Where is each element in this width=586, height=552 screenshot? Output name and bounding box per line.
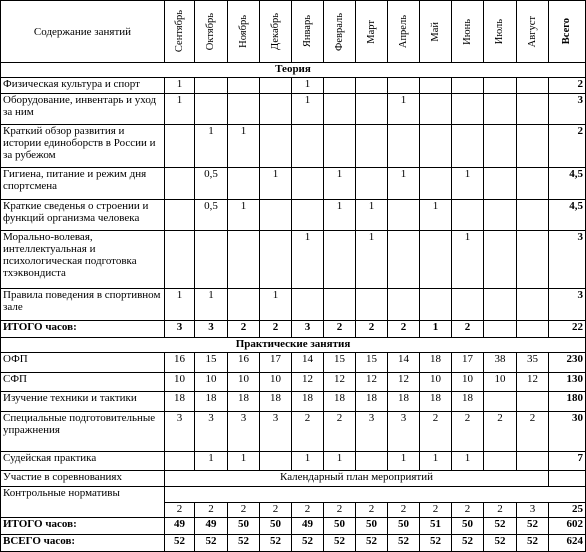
month-header: Ноябрь [228,1,260,63]
month-cell: 1 [420,200,452,231]
month-cell [228,168,260,200]
month-cell: 10 [420,373,452,392]
month-cell [484,289,517,321]
month-cell: 52 [517,518,549,535]
month-cell: 10 [260,373,292,392]
month-cell: 16 [165,353,195,373]
month-cell: 2 [228,503,260,518]
month-cell: 1 [228,125,260,168]
month-header: Октябрь [195,1,228,63]
row-total: 2 [549,78,586,94]
row-label: Гигиена, питание и режим дня спортсмена [1,168,165,200]
row-label: Специальные подготовительные упражнения [1,412,165,452]
month-cell: 17 [452,353,484,373]
month-cell: 38 [484,353,517,373]
month-cell [517,94,549,125]
month-cell [356,452,388,471]
row-total: 3 [549,94,586,125]
table-row [1,392,586,412]
month-header: Январь [292,1,324,63]
month-cell [484,231,517,289]
month-cell [484,200,517,231]
month-cell: 35 [517,353,549,373]
month-cell [195,231,228,289]
table-row [1,125,586,168]
month-cell: 2 [484,412,517,452]
month-cell [452,125,484,168]
month-cell [324,78,356,94]
month-cell [292,289,324,321]
month-cell [228,231,260,289]
month-cell [484,125,517,168]
row-label: ВСЕГО часов: [1,535,165,552]
row-total: 624 [549,535,586,552]
month-cell: 1 [260,168,292,200]
month-cell: 2 [420,503,452,518]
month-cell: 18 [356,392,388,412]
month-cell: 3 [388,412,420,452]
practice-section-row [1,338,586,353]
month-cell: 49 [195,518,228,535]
month-header: Февраль [324,1,356,63]
month-cell: 10 [165,373,195,392]
month-cell: 1 [195,125,228,168]
month-cell [324,231,356,289]
month-cell [517,452,549,471]
month-cell: 3 [292,321,324,338]
month-cell [420,289,452,321]
month-cell [165,125,195,168]
row-label: Оборудование, инвентарь и уход за ним [1,94,165,125]
table-row [1,289,586,321]
month-cell: 3 [517,503,549,518]
month-cell: 12 [356,373,388,392]
month-cell [452,78,484,94]
month-cell: 50 [228,518,260,535]
month-cell: 1 [356,200,388,231]
month-cell: 52 [517,535,549,552]
month-cell [356,94,388,125]
month-cell: 0,5 [195,200,228,231]
table-body [1,1,586,552]
month-cell: 2 [484,503,517,518]
row-label: Краткие сведенья о строении и функций организма человека [1,200,165,231]
month-cell [356,289,388,321]
month-cell: 1 [195,289,228,321]
month-cell [517,200,549,231]
month-cell [260,78,292,94]
month-cell: 3 [165,412,195,452]
month-cell: 2 [228,321,260,338]
table-row [1,94,586,125]
month-cell [452,289,484,321]
month-cell: 18 [228,392,260,412]
month-cell: 52 [484,518,517,535]
month-cell: 50 [388,518,420,535]
month-cell: 2 [388,321,420,338]
month-cell: 17 [260,353,292,373]
month-cell: 10 [228,373,260,392]
row-label: ИТОГО часов: [1,321,165,338]
month-cell [420,231,452,289]
control-label-row [1,487,586,503]
month-cell: 2 [292,412,324,452]
section-title: Практические занятия [1,338,586,353]
month-cell: 2 [452,412,484,452]
month-cell [484,78,517,94]
month-cell: 1 [388,452,420,471]
month-cell: 1 [324,452,356,471]
blank-span [165,487,586,503]
month-header: Сентябрь [165,1,195,63]
month-cell [517,125,549,168]
month-cell [517,289,549,321]
table-row [1,353,586,373]
month-cell [388,289,420,321]
month-cell: 3 [260,412,292,452]
month-cell: 2 [324,321,356,338]
month-cell: 0,5 [195,168,228,200]
month-cell: 1 [452,168,484,200]
month-cell: 3 [195,412,228,452]
month-cell [165,231,195,289]
row-label: Правила поведения в спортивном зале [1,289,165,321]
month-cell: 1 [165,94,195,125]
month-cell [228,289,260,321]
month-cell: 12 [388,373,420,392]
month-cell: 12 [324,373,356,392]
month-cell: 15 [324,353,356,373]
month-cell [195,78,228,94]
month-cell: 2 [420,412,452,452]
month-cell: 2 [452,503,484,518]
table-row [1,78,586,94]
month-cell [484,168,517,200]
row-total: 30 [549,412,586,452]
month-cell: 2 [517,412,549,452]
month-cell: 12 [517,373,549,392]
month-header: Май [420,1,452,63]
table-row [1,231,586,289]
month-cell [165,168,195,200]
month-header: Март [356,1,388,63]
month-cell [388,78,420,94]
month-cell [388,231,420,289]
month-cell [420,78,452,94]
month-cell: 1 [228,452,260,471]
month-header: Апрель [388,1,420,63]
row-label: Краткий обзор развития и истории единоборств в России и за рубежом [1,125,165,168]
month-cell [165,200,195,231]
row-label: Морально-волевая, интеллектуальная и психологическая подготовка тхэквондиста [1,231,165,289]
month-cell: 49 [292,518,324,535]
month-cell [292,125,324,168]
month-cell: 18 [420,392,452,412]
month-cell [324,94,356,125]
month-cell: 2 [195,503,228,518]
month-cell: 1 [292,94,324,125]
month-cell: 52 [228,535,260,552]
month-cell: 52 [356,535,388,552]
row-label: Изучение техники и тактики [1,392,165,412]
month-cell: 15 [195,353,228,373]
month-cell: 18 [165,392,195,412]
control-label: Контрольные нормативы [1,487,165,518]
column-header-content: Содержание занятий [1,1,165,63]
month-cell: 2 [292,503,324,518]
row-total: 130 [549,373,586,392]
month-cell: 10 [452,373,484,392]
month-cell: 2 [260,503,292,518]
month-cell: 14 [388,353,420,373]
month-cell: 1 [292,452,324,471]
month-cell: 1 [165,289,195,321]
table-row [1,200,586,231]
row-total: 4,5 [549,200,586,231]
month-cell [292,168,324,200]
month-cell: 1 [388,94,420,125]
month-cell: 18 [420,353,452,373]
row-total: 3 [549,289,586,321]
month-cell [292,200,324,231]
row-label: ОФП [1,353,165,373]
row-total: 180 [549,392,586,412]
month-cell [324,125,356,168]
month-cell [420,94,452,125]
month-cell: 52 [260,535,292,552]
month-cell: 18 [324,392,356,412]
row-total: 2 [549,125,586,168]
month-cell [517,321,549,338]
month-cell: 51 [420,518,452,535]
month-cell [356,78,388,94]
month-cell: 3 [165,321,195,338]
table-row [1,412,586,452]
month-cell: 18 [292,392,324,412]
row-total: 25 [549,503,586,518]
month-cell [260,452,292,471]
month-cell [388,200,420,231]
month-cell: 10 [195,373,228,392]
month-cell [517,392,549,412]
month-cell: 3 [195,321,228,338]
theory-section-row [1,63,586,78]
row-label: СФП [1,373,165,392]
month-cell: 1 [452,231,484,289]
month-cell [517,78,549,94]
theory-total-row [1,321,586,338]
row-label: Судейская практика [1,452,165,471]
practice-total-row [1,518,586,535]
month-cell: 18 [388,392,420,412]
month-cell [228,78,260,94]
row-total: 602 [549,518,586,535]
month-cell: 1 [356,231,388,289]
month-cell: 15 [356,353,388,373]
month-cell: 52 [324,535,356,552]
month-cell: 1 [292,231,324,289]
month-cell [195,94,228,125]
month-cell: 18 [452,392,484,412]
month-cell: 1 [420,452,452,471]
row-label: Физическая культура и спорт [1,78,165,94]
month-cell: 2 [452,321,484,338]
total-header: Всего [549,1,586,63]
competitions-row [1,471,586,487]
month-header: Август [517,1,549,63]
month-cell: 52 [195,535,228,552]
month-cell: 52 [388,535,420,552]
row-label: ИТОГО часов: [1,518,165,535]
month-cell: 1 [324,168,356,200]
month-header: Июнь [452,1,484,63]
month-cell: 1 [228,200,260,231]
month-cell [260,200,292,231]
month-cell: 12 [292,373,324,392]
month-cell [260,125,292,168]
section-title: Теория [1,63,586,78]
row-total: 3 [549,231,586,289]
month-cell [452,200,484,231]
month-cell: 2 [324,503,356,518]
month-cell: 1 [452,452,484,471]
month-cell: 49 [165,518,195,535]
month-cell [165,452,195,471]
month-cell [228,94,260,125]
month-cell: 1 [420,321,452,338]
month-cell: 50 [452,518,484,535]
month-cell: 2 [165,503,195,518]
month-cell: 2 [260,321,292,338]
month-cell [260,94,292,125]
month-cell: 10 [484,373,517,392]
month-cell: 2 [356,503,388,518]
month-header: Декабрь [260,1,292,63]
month-cell: 1 [292,78,324,94]
calendar-plan-text: Календарный план мероприятий [165,471,549,487]
month-cell [452,94,484,125]
month-cell: 50 [356,518,388,535]
header-row [1,1,586,63]
month-cell [324,289,356,321]
row-total: 22 [549,321,586,338]
month-cell: 3 [356,412,388,452]
month-cell: 16 [228,353,260,373]
month-cell [356,168,388,200]
month-cell: 52 [165,535,195,552]
month-cell [484,94,517,125]
month-cell: 18 [195,392,228,412]
month-cell: 1 [324,200,356,231]
month-cell: 2 [324,412,356,452]
row-total [549,471,586,487]
month-cell: 50 [324,518,356,535]
month-cell: 2 [356,321,388,338]
competitions-label: Участие в соревнованиях [1,471,165,487]
month-cell [484,392,517,412]
month-cell: 1 [388,168,420,200]
month-cell [260,231,292,289]
month-cell [517,231,549,289]
grand-total-row [1,535,586,552]
month-header: Июль [484,1,517,63]
row-total: 4,5 [549,168,586,200]
month-cell [517,168,549,200]
month-cell: 18 [260,392,292,412]
month-cell: 52 [420,535,452,552]
table-row [1,452,586,471]
month-cell: 3 [228,412,260,452]
month-cell [484,321,517,338]
month-cell [484,452,517,471]
month-cell [356,125,388,168]
month-cell: 14 [292,353,324,373]
month-cell: 52 [292,535,324,552]
month-cell: 1 [165,78,195,94]
month-cell [420,125,452,168]
month-cell: 50 [260,518,292,535]
month-cell: 52 [484,535,517,552]
month-cell [420,168,452,200]
table-row [1,373,586,392]
row-total: 230 [549,353,586,373]
row-total: 7 [549,452,586,471]
month-cell [388,125,420,168]
month-cell: 2 [388,503,420,518]
table-row [1,168,586,200]
month-cell: 1 [260,289,292,321]
month-cell: 52 [452,535,484,552]
month-cell: 1 [195,452,228,471]
